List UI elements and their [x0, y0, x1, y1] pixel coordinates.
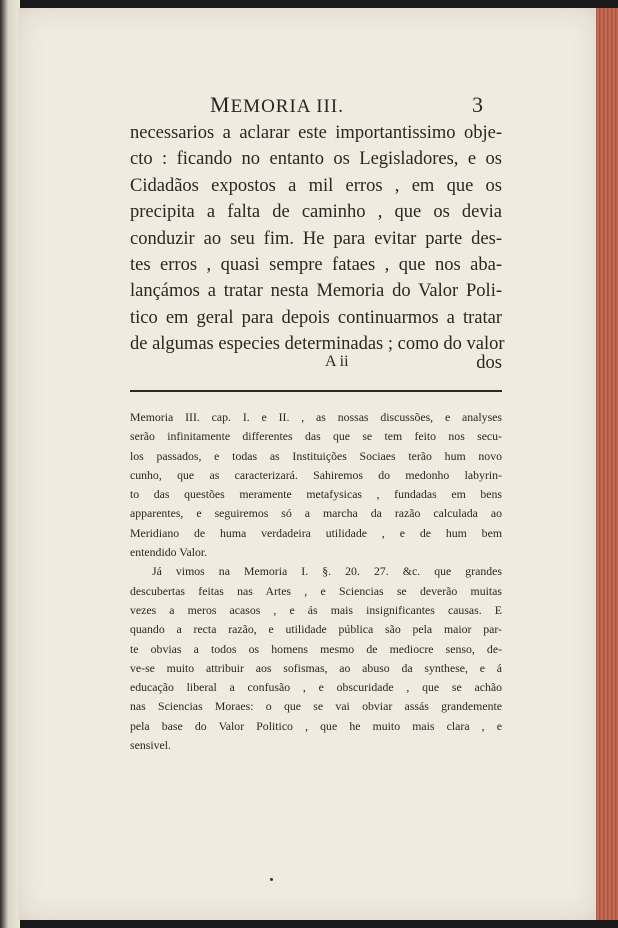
page-edge: [596, 8, 618, 920]
body-line: conduzir ao seu fim. He para evitar parte des-: [130, 228, 502, 249]
body-line: cto : ficando no entanto os Legisladores, e os: [130, 149, 502, 170]
book-gutter: [0, 0, 20, 928]
note-line: serão infinitamente differentes das que se tem feito nos secu-: [130, 429, 502, 444]
footnotes: [130, 408, 502, 755]
body-line: precipita a falta de caminho , que os devia: [130, 202, 502, 223]
body-text: [130, 120, 505, 358]
note-line: Meridiano de huma verdadeira utilidade , e de hum bem: [130, 525, 502, 540]
catchword: dos: [476, 353, 502, 373]
note-line: apparentes, e seguiremos só a marcha da razão calculada ao: [130, 506, 502, 521]
running-header: [210, 92, 344, 118]
footnote-rule: [130, 390, 502, 392]
note-line: nas Sciencias Moraes: o que se vai obviar assás grandemente: [130, 699, 502, 714]
note-line: cunho, que as caracterizará. Sahiremos do medonho labyrin-: [130, 467, 502, 482]
body-line: de algumas especies determinadas ; como do valor: [130, 334, 505, 355]
note-line: vezes a meros acasos , e ás mais insignificantes causas. E: [130, 602, 502, 617]
note-line: te obvias a todos os homens mesmo de mediocre senso, de-: [130, 641, 502, 656]
signature-mark: A ii: [325, 353, 349, 370]
body-line: Cidadãos expostos a mil erros , em que os: [130, 175, 502, 196]
note-line: quando a recta razão, e utilidade pública são pela maior par-: [130, 622, 502, 637]
page-number: 3: [472, 92, 483, 117]
note-line: educação liberal a confusão , e obscuridade , que se achão: [130, 680, 502, 695]
body-line: tes erros , quasi sempre fataes , que nos aba-: [130, 255, 502, 276]
note-line: pela base do Valor Politico , que he muito mais clara , e: [130, 718, 502, 733]
note-line: entendido Valor.: [130, 545, 208, 560]
body-line: necessarios a aclarar este importantissimo obje-: [130, 123, 502, 143]
note-line: sensivel.: [130, 738, 171, 753]
header-initial: M: [210, 92, 231, 117]
ink-dot: [270, 878, 273, 881]
body-line: lançámos a tratar nesta Memoria do Valor Poli-: [130, 281, 502, 302]
note-line: Memoria III. cap. I. e II. , as nossas discussões, e analyses: [130, 410, 502, 424]
note-line: los passados, e todas as Instituições Sociaes terão hum novo: [130, 448, 502, 463]
header-title: EMORIA III.: [230, 96, 344, 117]
body-line: tico em geral para depois continuarmos a tratar: [130, 307, 502, 328]
note-line: to das questões meramente metafysicas , fundadas em bens: [130, 487, 502, 502]
note-line: ve-se muito attribuir aos sofismas, ao abuso da synthese, e á: [130, 660, 502, 675]
note-line: descubertas feitas nas Artes , e Sciencias se deverão muitas: [130, 583, 502, 598]
note-line: Já vimos na Memoria I. §. 20. 27. &c. que grandes: [152, 564, 502, 579]
